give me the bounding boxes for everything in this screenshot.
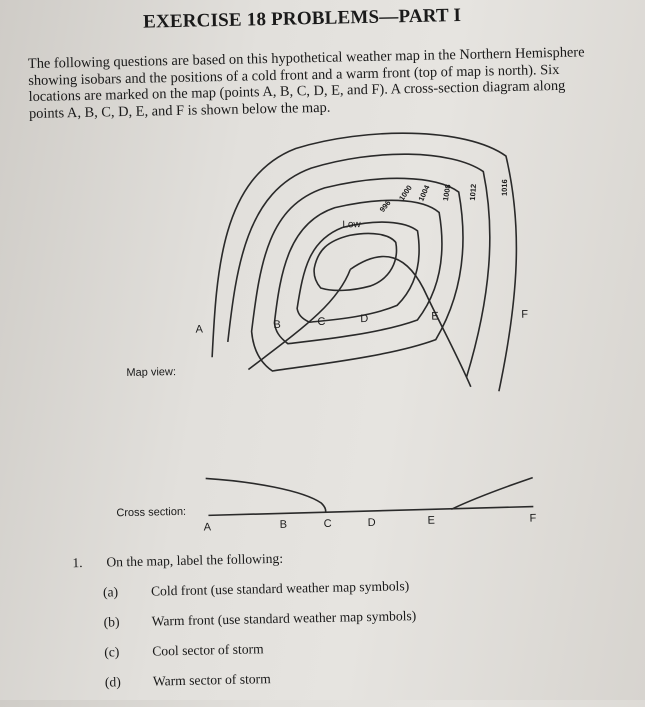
item-letter: (d) [104, 674, 121, 690]
low-pressure-label: Low [342, 219, 361, 231]
isobar-label: 996 [377, 198, 393, 214]
cross-section-warm-air [451, 478, 534, 510]
section-point-e: E [427, 514, 436, 527]
isobar-996 [313, 233, 397, 291]
section-point-d: D [367, 516, 376, 530]
item-text: Warm front (use standard weather map symbols) [151, 608, 417, 629]
item-letter: (a) [102, 584, 119, 600]
map-point-c: C [317, 315, 326, 329]
section-point-c: C [323, 517, 332, 530]
map-point-d: D [360, 312, 369, 326]
map-point-f: F [521, 308, 529, 321]
section-point-a: A [203, 521, 212, 534]
map-point-e: E [431, 310, 439, 323]
cross-section-baseline [208, 507, 533, 516]
isobar-label: 1012 [467, 183, 479, 201]
item-text: Cool sector of storm [152, 641, 264, 659]
item-letter: (c) [104, 644, 120, 660]
cross-section-label: Cross section: [116, 505, 187, 520]
map-point-a: A [195, 323, 204, 336]
item-text: Cold front (use standard weather map symbols) [150, 578, 410, 599]
question-number: 1. [72, 555, 83, 571]
section-point-f: F [529, 512, 537, 525]
map-view-label: Map view: [126, 366, 177, 380]
isobar-label: 1016 [499, 179, 510, 197]
isobar-label: 1008 [440, 183, 453, 202]
exercise-title: EXERCISE 18 PROBLEMS—PART I [142, 4, 462, 33]
isobar-label: 1000 [397, 183, 414, 203]
item-text: Warm sector of storm [152, 671, 271, 689]
item-letter: (b) [103, 614, 120, 630]
question-text: On the map, label the following: [106, 550, 284, 570]
map-point-b: B [273, 318, 281, 331]
isobar-1008 [248, 177, 465, 371]
section-point-b: B [279, 518, 288, 531]
cross-section-cold-air [206, 476, 326, 515]
isobar-label: 1004 [416, 183, 432, 203]
intro-text: The following questions are based on this hypothetical weather map in the Northern Hemisphere showing isobars and the positions of a cold front and a warm front (top of map is north). Six locations are marked on the map (points A, B, C, D, E, and F). A cross-section diagram along points A, B, C, D, E, and F is shown below the map. [27, 44, 585, 122]
